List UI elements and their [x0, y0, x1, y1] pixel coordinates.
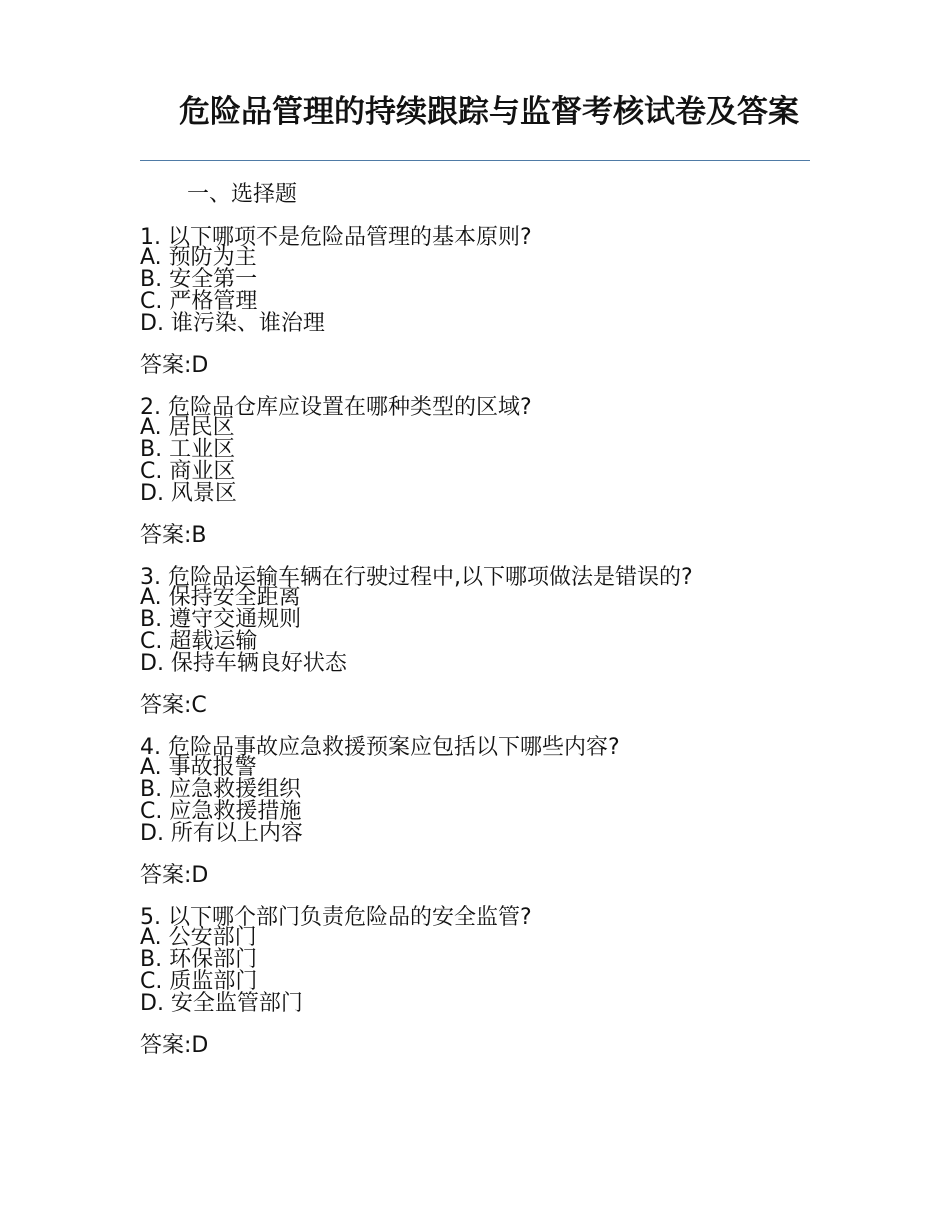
answer-text: 答案:D	[140, 1033, 209, 1058]
option-b: B. 工业区	[140, 437, 236, 462]
option-c: C. 超载运输	[140, 629, 258, 654]
option-list	[140, 757, 820, 845]
option-a: A. 事故报警	[140, 755, 257, 780]
option-a: A. 预防为主	[140, 245, 257, 270]
option-b: B. 环保部门	[140, 947, 258, 972]
option-a: A. 保持安全距离	[140, 585, 301, 610]
question-1	[140, 224, 820, 380]
option-b: B. 安全第一	[140, 267, 258, 292]
question-text: 3. 危险品运输车辆在行驶过程中,以下哪项做法是错误的?	[140, 565, 693, 590]
option-list	[140, 417, 820, 505]
question-text: 5. 以下哪个部门负责危险品的安全监管?	[140, 905, 532, 930]
option-d: D. 所有以上内容	[140, 821, 303, 846]
option-c: C. 应急救援措施	[140, 799, 302, 824]
question-text: 1. 以下哪项不是危险品管理的基本原则?	[140, 225, 532, 250]
option-b: B. 应急救援组织	[140, 777, 302, 802]
option-a: A. 居民区	[140, 415, 235, 440]
question-2	[140, 394, 820, 550]
option-a: A. 公安部门	[140, 925, 257, 950]
option-c: C. 严格管理	[140, 289, 258, 314]
option-list	[140, 927, 820, 1015]
option-c: C. 商业区	[140, 459, 236, 484]
option-list	[140, 247, 820, 335]
title-underline	[140, 160, 810, 161]
answer-text: 答案:D	[140, 353, 209, 378]
option-list	[140, 587, 820, 675]
answer-text: 答案:C	[140, 693, 207, 718]
section-heading: 一、选择题	[187, 182, 298, 207]
answer-text: 答案:D	[140, 863, 209, 888]
option-d: D. 保持车辆良好状态	[140, 651, 347, 676]
question-3	[140, 564, 820, 720]
option-d: D. 风景区	[140, 481, 237, 506]
question-4	[140, 734, 820, 890]
question-text: 4. 危险品事故应急救援预案应包括以下哪些内容?	[140, 735, 620, 760]
option-b: B. 遵守交通规则	[140, 607, 302, 632]
option-d: D. 谁污染、谁治理	[140, 311, 325, 336]
question-list	[140, 224, 820, 1074]
option-c: C. 质监部门	[140, 969, 258, 994]
question-5	[140, 904, 820, 1060]
option-d: D. 安全监管部门	[140, 991, 303, 1016]
question-text: 2. 危险品仓库应设置在哪种类型的区域?	[140, 395, 532, 420]
answer-text: 答案:B	[140, 523, 207, 548]
document-title: 危险品管理的持续跟踪与监督考核试卷及答案	[179, 94, 799, 130]
